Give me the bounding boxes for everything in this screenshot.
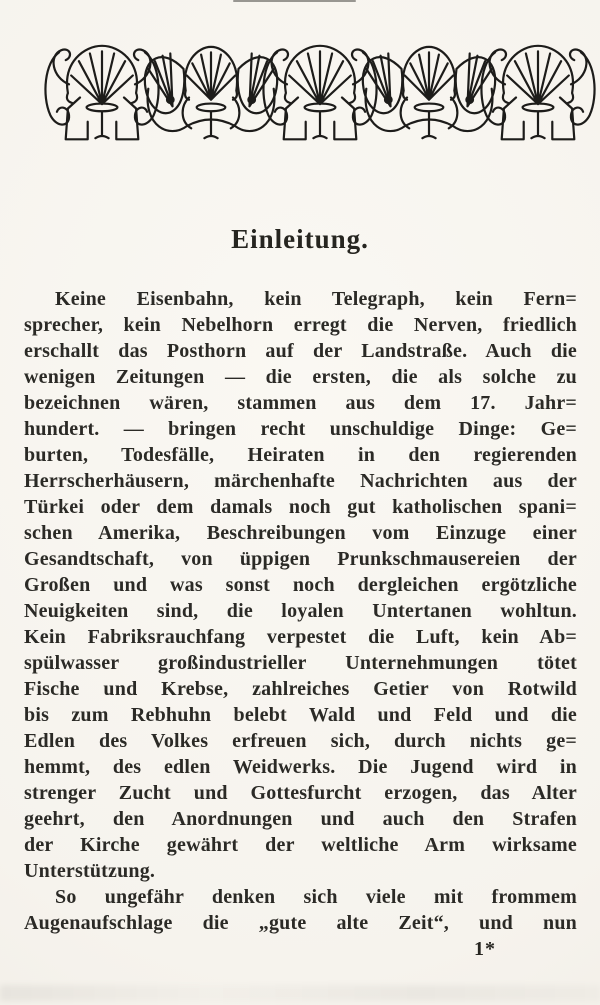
text-line: bis zum Rebhuhn belebt Wald und Feld und die (24, 704, 577, 726)
body-text (24, 286, 577, 936)
text-line: Herrscherhäusern, märchenhafte Nachrichten aus der (24, 470, 577, 492)
text-line: hemmt, des edlen Weidwerks. Die Jugend wird in (24, 756, 577, 778)
text-line: geehrt, den Anordnungen und auch den Strafen (24, 808, 577, 830)
text-line: Großen und was sonst noch dergleichen ergötzliche (24, 574, 577, 596)
text-line: erschallt das Posthorn auf der Landstraße. Auch die (24, 340, 577, 362)
text-line: wenigen Zeitungen — die ersten, die als solche zu (24, 366, 577, 388)
text-line: Kein Fabriksrauchfang verpestet die Luft, kein Ab= (24, 626, 577, 648)
text-line: bezeichnen wären, stammen aus dem 17. Jahr= (24, 392, 577, 414)
text-line: strenger Zucht und Gottesfurcht erzogen, das Alter (24, 782, 577, 804)
text-line: Gesandtschaft, von üppigen Prunkschmausereien der (24, 548, 577, 570)
text-line: burten, Todesfälle, Heiraten in den regierenden (24, 444, 577, 466)
text-line: sprecher, kein Nebelhorn erregt die Nerven, friedlich (24, 314, 577, 336)
text-line: Fische und Krebse, zahlreiches Getier von Rotwild (24, 678, 577, 700)
text-line: Unterstützung. (24, 860, 156, 882)
text-line: hundert. — bringen recht unschuldige Dinge: Ge= (24, 418, 577, 440)
text-line: Augenaufschlage die „gute alte Zeit“, und nun (24, 912, 577, 934)
text-line: spülwasser großindustrieller Unternehmungen tötet (24, 652, 577, 674)
scan-artifact-line (233, 0, 356, 2)
text-line: der Kirche gewährt der weltliche Arm wirksame (24, 834, 577, 856)
chapter-heading: Einleitung. (231, 224, 369, 254)
scan-smudge (0, 985, 600, 1001)
page-signature: 1* (474, 938, 496, 960)
text-line: Keine Eisenbahn, kein Telegraph, kein Fern= (55, 288, 577, 310)
text-line: Edlen des Volkes erfreuen sich, durch nichts ge= (24, 730, 577, 752)
text-line: schen Amerika, Beschreibungen vom Einzuge einer (24, 522, 577, 544)
text-line: Türkei oder dem damals noch gut katholischen spani= (24, 496, 577, 518)
palmette-frieze-ornament (30, 33, 570, 148)
text-line: So ungefähr denken sich viele mit frommem (55, 886, 577, 908)
text-line: Neuigkeiten sind, die loyalen Untertanen wohltun. (24, 600, 577, 622)
